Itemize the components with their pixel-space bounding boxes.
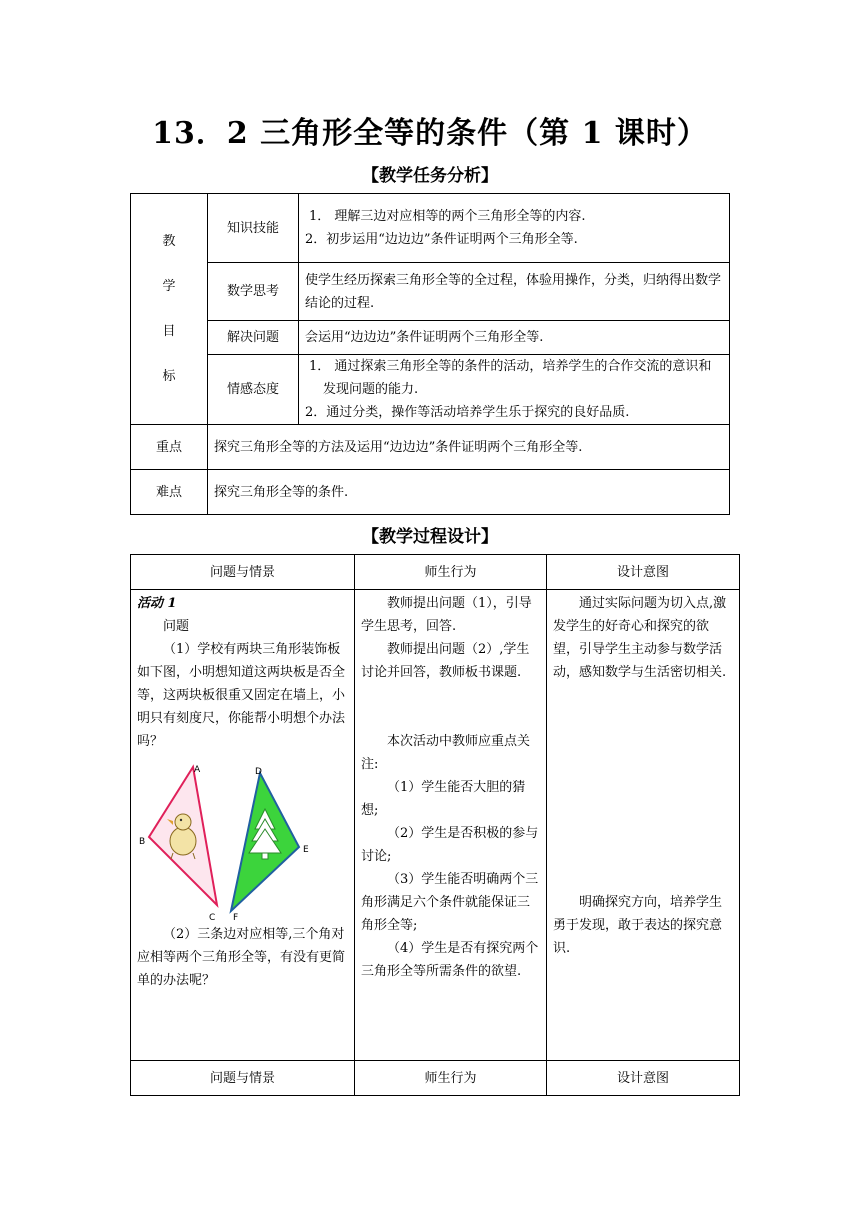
- question-1: （1）学校有两块三角形装饰板如下图，小明想知道这两块板是否全等，这两块板很重又固定在墙上，小明只有刻度尺，你能帮小明想个办法吗？: [137, 642, 346, 749]
- teacher-behavior-cell: [355, 590, 547, 1061]
- label-b: B: [139, 837, 146, 847]
- goal-knowledge: [299, 194, 730, 263]
- process-design-table: [130, 554, 740, 1096]
- triangles-figure: [137, 759, 327, 923]
- teacher-para-3: 本次活动中教师应重点关注:: [361, 734, 531, 772]
- label-c: C: [209, 913, 216, 923]
- intent-cell: [547, 590, 740, 1061]
- teacher-point: （4）学生是否有探究两个三角形全等所需条件的欲望.: [361, 941, 539, 979]
- triangles-svg: [137, 759, 327, 919]
- goal-thinking: 使学生经历探索三角形全等的全过程，体验用操作，分类，归纳得出数学结论的过程.: [299, 263, 730, 321]
- section-heading-process-design: 【教学过程设计】: [362, 527, 498, 547]
- label-a: A: [194, 765, 201, 775]
- teacher-para-2: 教师提出问题（2）,学生讨论并回答，教师板书课题.: [361, 642, 530, 680]
- goals-label-char: 学: [162, 279, 176, 294]
- intent-para-1: 通过实际问题为切入点,激发学生的好奇心和探究的欲望，引导学生主动参与数学活动，感知数学与生活密切相关.: [553, 596, 727, 680]
- goals-label-char: 目: [162, 324, 176, 339]
- goal-item: 1． 通过探索三角形全等的条件的活动，培养学生的合作交流的意识和发现问题的能力.: [309, 359, 712, 397]
- question-2: （2）三条边对应相等,三个角对应相等两个三角形全等，有没有更简单的办法呢？: [137, 927, 346, 988]
- goal-name-knowledge: 知识技能: [208, 194, 299, 263]
- header-intent: 设计意图: [547, 555, 740, 590]
- teacher-para-1: 教师提出问题（1），引导学生思考，回答.: [361, 596, 532, 634]
- teacher-point: （1）学生能否大胆的猜想;: [361, 780, 526, 818]
- label-e: E: [303, 845, 309, 855]
- page-title: 13．2 三角形全等的条件（第 1 课时）: [152, 116, 708, 151]
- footer-intent: 设计意图: [547, 1061, 740, 1096]
- key-point-text: 探究三角形全等的方法及运用“边边边”条件证明两个三角形全等.: [208, 425, 730, 470]
- key-point-label: 重点: [131, 425, 208, 470]
- goals-label: [131, 194, 208, 425]
- activity-cell: [131, 590, 355, 1061]
- header-behavior: 师生行为: [355, 555, 547, 590]
- footer-behavior: 师生行为: [355, 1061, 547, 1096]
- section-heading-task-analysis: 【教学任务分析】: [362, 166, 498, 186]
- label-f: F: [233, 913, 239, 923]
- activity-subtitle: 问题: [163, 619, 190, 634]
- task-analysis-table: [130, 193, 730, 515]
- intent-para-2: 明确探究方向，培养学生勇于发现，敢于表达的探究意识.: [553, 895, 723, 956]
- goal-item: 2．初步运用“边边边”条件证明两个三角形全等.: [305, 232, 578, 247]
- goals-label-char: 标: [162, 369, 176, 384]
- header-problem: 问题与情景: [131, 555, 355, 590]
- goal-name-problem-solving: 解决问题: [208, 321, 299, 355]
- goal-name-attitude: 情感态度: [208, 355, 299, 425]
- goal-attitude: [299, 355, 730, 425]
- footer-problem: 问题与情景: [131, 1061, 355, 1096]
- activity-title: 活动 1: [137, 596, 177, 611]
- label-d: D: [255, 767, 262, 777]
- goal-name-thinking: 数学思考: [208, 263, 299, 321]
- goal-item: 2．通过分类，操作等活动培养学生乐于探究的良好品质.: [305, 405, 630, 420]
- teacher-point: （2）学生是否积极的参与讨论;: [361, 826, 539, 864]
- teacher-point: （3）学生能否明确两个三角形满足六个条件就能保证三角形全等;: [361, 872, 539, 933]
- difficulty-text: 探究三角形全等的条件.: [208, 470, 730, 515]
- goal-problem-solving: 会运用“边边边”条件证明两个三角形全等.: [299, 321, 730, 355]
- difficulty-label: 难点: [131, 470, 208, 515]
- goal-item: 1． 理解三边对应相等的两个三角形全等的内容.: [309, 209, 586, 224]
- goals-label-char: 教: [162, 234, 176, 249]
